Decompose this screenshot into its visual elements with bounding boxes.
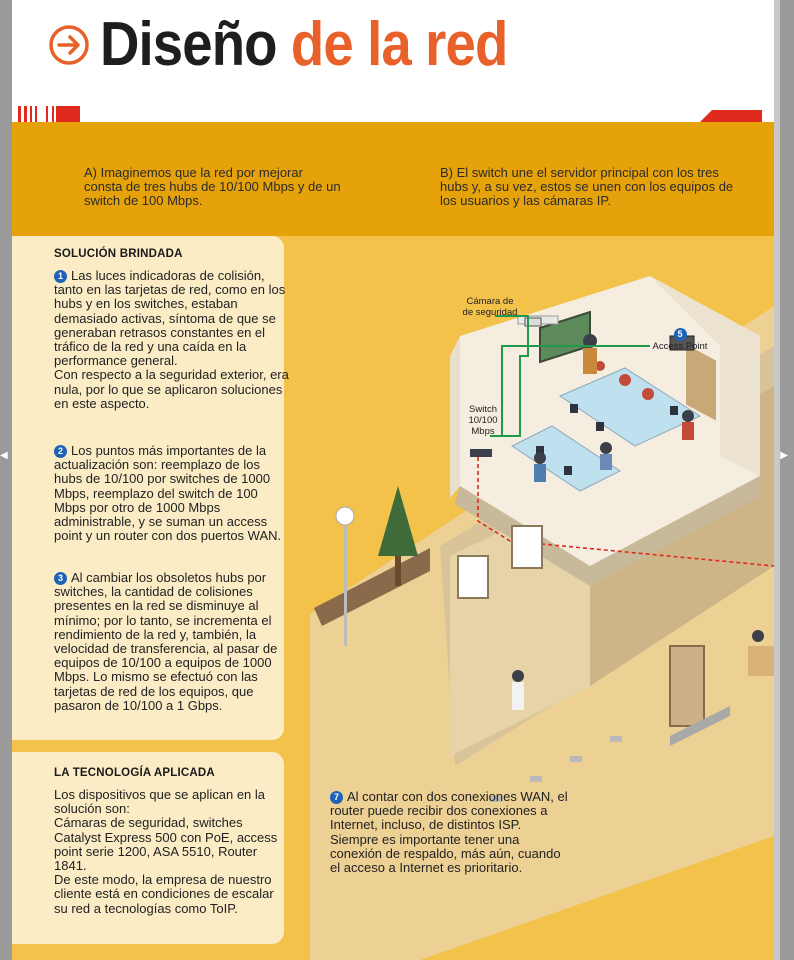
bullet-7-icon: 7	[330, 791, 343, 804]
bullet-1-icon: 1	[54, 270, 67, 283]
solucion-panel	[12, 236, 289, 740]
switch-label: Switch 10/100 Mbps	[468, 404, 498, 437]
tecnologia-p3: De este modo, la empresa de nuestro cliente está en condiciones de escalar su red a tecnologías como ToIP.	[54, 872, 274, 916]
camera-label: Cámara de de seguridad	[462, 296, 518, 318]
tecnologia-title: LA TECNOLOGÍA APLICADA	[54, 767, 215, 779]
page-edge-left	[0, 0, 12, 960]
bullet-3-icon: 3	[54, 572, 67, 585]
intro-a: A) Imaginemos que la red por mejorar consta de tres hubs de 10/100 Mbps y de un switch de 100 Mbps.	[84, 165, 341, 208]
prev-page-arrow-icon[interactable]: ◀	[0, 450, 8, 461]
arrow-right-circle-icon	[48, 24, 90, 66]
access-point-label: 5 Access Point	[652, 329, 708, 352]
bullet-2-icon: 2	[54, 445, 67, 458]
page-edge-right	[774, 0, 794, 960]
intro-b: B) El switch une el servidor principal con los tres hubs y, a su vez, estos se unen con los equipos de los usuarios y las cámaras IP.	[440, 165, 734, 208]
tecnologia-p2: Cámaras de seguridad, switches Catalyst Express 500 con PoE, access point serie 1200, ASA 5510, Router 1841.	[54, 815, 278, 874]
solucion-p1: 1 Las luces indicadoras de colisión, tanto en las tarjetas de red, como en los hubs y en los switches, estaban demasiado activas, síntoma de que se generaban retrasos constantes en el tráfico de la red y una caída en la performance general. Con respecto a la seguridad exterior, era nula, por lo que se aplicaron soluciones en este aspecto.	[54, 268, 289, 411]
tecnologia-panel	[12, 752, 284, 944]
solucion-p2: 2 Los puntos más importantes de la actualización son: reemplazo de los hubs de 10/100 por switches de 1000 Mbps, reemplazo del switch de 100 Mbps por otro de 1000 Mbps administrable, y se suman un access point y un router con dos puertos WAN.	[54, 443, 282, 544]
next-page-arrow-icon[interactable]: ▶	[780, 450, 788, 461]
solucion-p3: 3 Al cambiar los obsoletos hubs por switches, la cantidad de colisiones presentes en la red se disminuye al mínimo; por lo tanto, se incrementa el rendimiento de la red y, también, la velocidad de transferencia, al pasar de equipos de 10/100 a equipos de 1000 Mbps. Lo mismo se efectuó con las tarjetas de red de los equipos, que pasaron de 10/100 a 1 Gbps.	[54, 570, 278, 713]
title-part-1: Diseño	[100, 10, 277, 79]
page-title	[100, 10, 508, 79]
solucion-p1b: Con respecto a la seguridad exterior, era nula, por lo que se aplicaron soluciones en este aspecto.	[54, 367, 289, 411]
note-7: 7 Al contar con dos conexiones WAN, el router puede recibir dos conexiones a Internet, incluso, de distintos ISP. Siempre es importante tener una conexión de respaldo, más aún, cuando el acceso a Internet es prioritario.	[330, 789, 568, 876]
bullet-5-icon: 5	[674, 328, 687, 341]
solucion-title: SOLUCIÓN BRINDADA	[54, 248, 183, 260]
header-red-strip	[12, 104, 774, 122]
tecnologia-text	[54, 788, 290, 916]
tecnologia-p1: Los dispositivos que se aplican en la solución son:	[54, 787, 266, 817]
title-part-2: de la red	[290, 10, 508, 79]
